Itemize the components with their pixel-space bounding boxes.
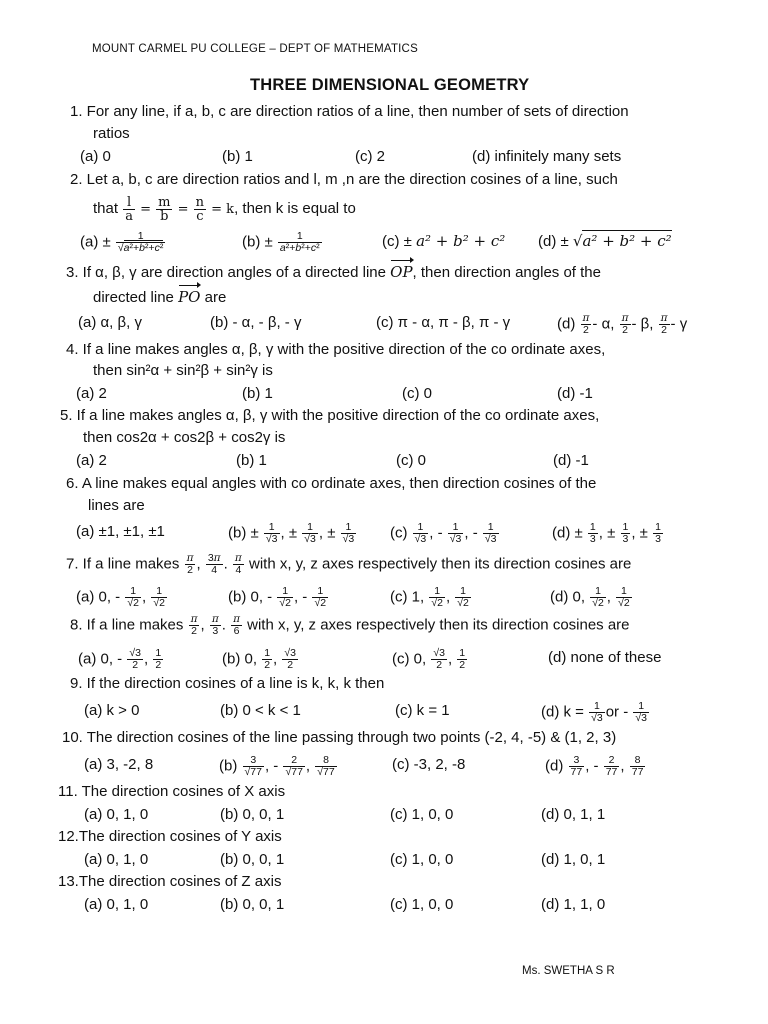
q4-option-d: (d) -1	[557, 385, 593, 402]
question-5-line-1: 5. If a line makes angles α, β, γ with the positive direction of the co ordinate axes,	[60, 407, 600, 424]
question-12-line-1: 12.The direction cosines of Y axis	[58, 828, 282, 845]
q2-option-d: (d) ± √a² + b² + c²	[538, 232, 672, 250]
q13-option-d: (d) 1, 1, 0	[541, 896, 606, 913]
q9-option-d: (d) k = $\frac{1}{√3}$ or - $\frac{1}{√3}$	[541, 700, 647, 724]
question-8-line-1: 8. If a line makes $\frac{\pi}{2}$ , $\frac{\pi}{3}$ . $\frac{\pi}{6}$ with x, y, z axes respectively then its direction cosines are	[70, 613, 630, 637]
q10-option-d: (d) $\frac{3}{77}$ , - $\frac{2}{77}$ , $\frac{8}{77}$	[545, 754, 644, 778]
question-4-line-1: 4. If a line makes angles α, β, γ with the positive direction of the co ordinate axes,	[66, 341, 606, 358]
question-2-line-2	[93, 196, 356, 223]
q9-option-b: (b) 0 < k < 1	[220, 702, 301, 719]
q9-option-a: (a) k > 0	[84, 702, 140, 719]
q2-option-b: (b) ± $\frac{1}{\text{a²+b²+c²}}$	[242, 230, 320, 254]
q4-option-b: (b) 1	[242, 385, 273, 402]
q5-option-b: (b) 1	[236, 452, 267, 469]
q1-option-a: (a) 0	[80, 148, 111, 165]
question-3-line-2: directed line PO are	[93, 288, 227, 306]
q9-option-c: (c) k = 1	[395, 702, 450, 719]
question-9-line-1: 9. If the direction cosines of a line is k, k, k then	[70, 675, 385, 692]
q6-option-a: (a) ±1, ±1, ±1	[76, 523, 165, 540]
q5-option-d: (d) -1	[553, 452, 589, 469]
q12-option-a: (a) 0, 1, 0	[84, 851, 149, 868]
q8-option-c: (c) 0, $\frac{√3}{2}$ , $\frac{1}{2}$	[392, 647, 466, 671]
q1-option-b: (b) 1	[222, 148, 253, 165]
q13-option-b: (b) 0, 0, 1	[220, 896, 285, 913]
q3-option-b: (b) - α, - β, - γ	[210, 314, 302, 331]
author-footer: Ms. SWETHA S R	[522, 965, 615, 977]
q8-option-d: (d) none of these	[548, 649, 662, 666]
q3-option-a: (a) α, β, γ	[78, 314, 142, 331]
q2-that-text: that	[93, 200, 119, 217]
q10-option-c: (c) -3, 2, -8	[392, 756, 466, 773]
q7-option-c: (c) 1, $\frac{1}{√2}$ , $\frac{1}{√2}$	[390, 585, 469, 609]
q2-ratio-equation: $\frac{l}{a}$ = $\frac{m}{b}$ = $\frac{n}{c}$ = k	[125, 195, 235, 224]
q13-option-a: (a) 0, 1, 0	[84, 896, 149, 913]
question-4-line-2: then sin²α + sin²β + sin²γ is	[93, 362, 273, 379]
q11-option-a: (a) 0, 1, 0	[84, 806, 149, 823]
q7-option-d: (d) 0, $\frac{1}{√2}$ , $\frac{1}{√2}$	[550, 585, 630, 609]
q6-option-d: (d) ± $\frac{1}{3}$ , ± $\frac{1}{3}$ , ± $\frac{1}{3}$	[552, 521, 661, 545]
question-6-line-1: 6. A line makes equal angles with co ordinate axes, then direction cosines of the	[66, 475, 597, 492]
q7-option-a: (a) 0, - $\frac{1}{√2}$ , $\frac{1}{√2}$	[76, 585, 165, 609]
question-10-line-1: 10. The direction cosines of the line passing through two points (-2, 4, -5) & (1, 2, 3)	[62, 729, 617, 746]
q11-option-d: (d) 0, 1, 1	[541, 806, 606, 823]
q11-option-c: (c) 1, 0, 0	[390, 806, 454, 823]
q6-option-b: (b) ± $\frac{1}{√3}$ , ± $\frac{1}{√3}$ , ± $\frac{1}{√3}$	[228, 521, 355, 545]
question-5-line-2: then cos2α + cos2β + cos2γ is	[83, 429, 286, 446]
question-2-line-1: 2. Let a, b, c are direction ratios and l, m ,n are the direction cosines of a line, such	[70, 171, 618, 188]
vector-op: OP	[390, 263, 413, 281]
q5-option-a: (a) 2	[76, 452, 107, 469]
q2-option-a: (a) ± $\frac{1}{\text{√a²+b²+c²}}$	[80, 230, 164, 254]
q12-option-d: (d) 1, 0, 1	[541, 851, 606, 868]
q13-option-c: (c) 1, 0, 0	[390, 896, 454, 913]
q8-option-a: (a) 0, - $\frac{√3}{2}$ , $\frac{1}{2}$	[78, 647, 162, 671]
q8-option-b: (b) 0, $\frac{1}{2}$ , $\frac{√3}{2}$	[222, 647, 296, 671]
page-header: MOUNT CARMEL PU COLLEGE – DEPT OF MATHEMATICS	[92, 43, 418, 55]
q2-then-text: , then k is equal to	[234, 200, 356, 217]
q11-option-b: (b) 0, 0, 1	[220, 806, 285, 823]
question-7-line-1: 7. If a line makes $\frac{\pi}{2}$ , $\frac{3\pi}{4}$ . $\frac{\pi}{4}$ with x, y, z axes respectively then its direction cosines are	[66, 552, 632, 576]
q7-option-b: (b) 0, - $\frac{1}{√2}$ , - $\frac{1}{√2}$	[228, 585, 327, 609]
q12-option-c: (c) 1, 0, 0	[390, 851, 454, 868]
q5-option-c: (c) 0	[396, 452, 426, 469]
q4-option-a: (a) 2	[76, 385, 107, 402]
vector-po: PO	[178, 288, 201, 306]
q1-option-c: (c) 2	[355, 148, 385, 165]
q4-option-c: (c) 0	[402, 385, 432, 402]
question-11-line-1: 11. The direction cosines of X axis	[58, 783, 286, 800]
q3-option-d: (d) $\frac{\pi}{2}$ - α, $\frac{\pi}{2}$ - β, $\frac{\pi}{2}$ - γ	[557, 312, 688, 336]
q6-option-c: (c) $\frac{1}{√3}$ , - $\frac{1}{√3}$ , - $\frac{1}{√3}$	[390, 521, 497, 545]
q10-option-b: (b) $\frac{3}{√77}$ , - $\frac{2}{√77}$ , $\frac{8}{√77}$	[219, 754, 335, 778]
question-1-line-1: 1. For any line, if a, b, c are direction ratios of a line, then number of sets of direction	[70, 103, 629, 120]
q10-option-a: (a) 3, -2, 8	[84, 756, 154, 773]
page-title: THREE DIMENSIONAL GEOMETRY	[250, 76, 530, 94]
question-6-line-2: lines are	[88, 497, 145, 514]
q2-option-c: (c) ± a² + b² + c²	[382, 232, 506, 250]
question-13-line-1: 13.The direction cosines of Z axis	[58, 873, 282, 890]
q3-option-c: (c) π - α, π - β, π - γ	[376, 314, 511, 331]
question-1-line-2: ratios	[93, 125, 130, 142]
question-3-line-1: 3. If α, β, γ are direction angles of a directed line OP, then direction angles of the	[66, 263, 601, 281]
q1-option-d: (d) infinitely many sets	[472, 148, 622, 165]
q12-option-b: (b) 0, 0, 1	[220, 851, 285, 868]
